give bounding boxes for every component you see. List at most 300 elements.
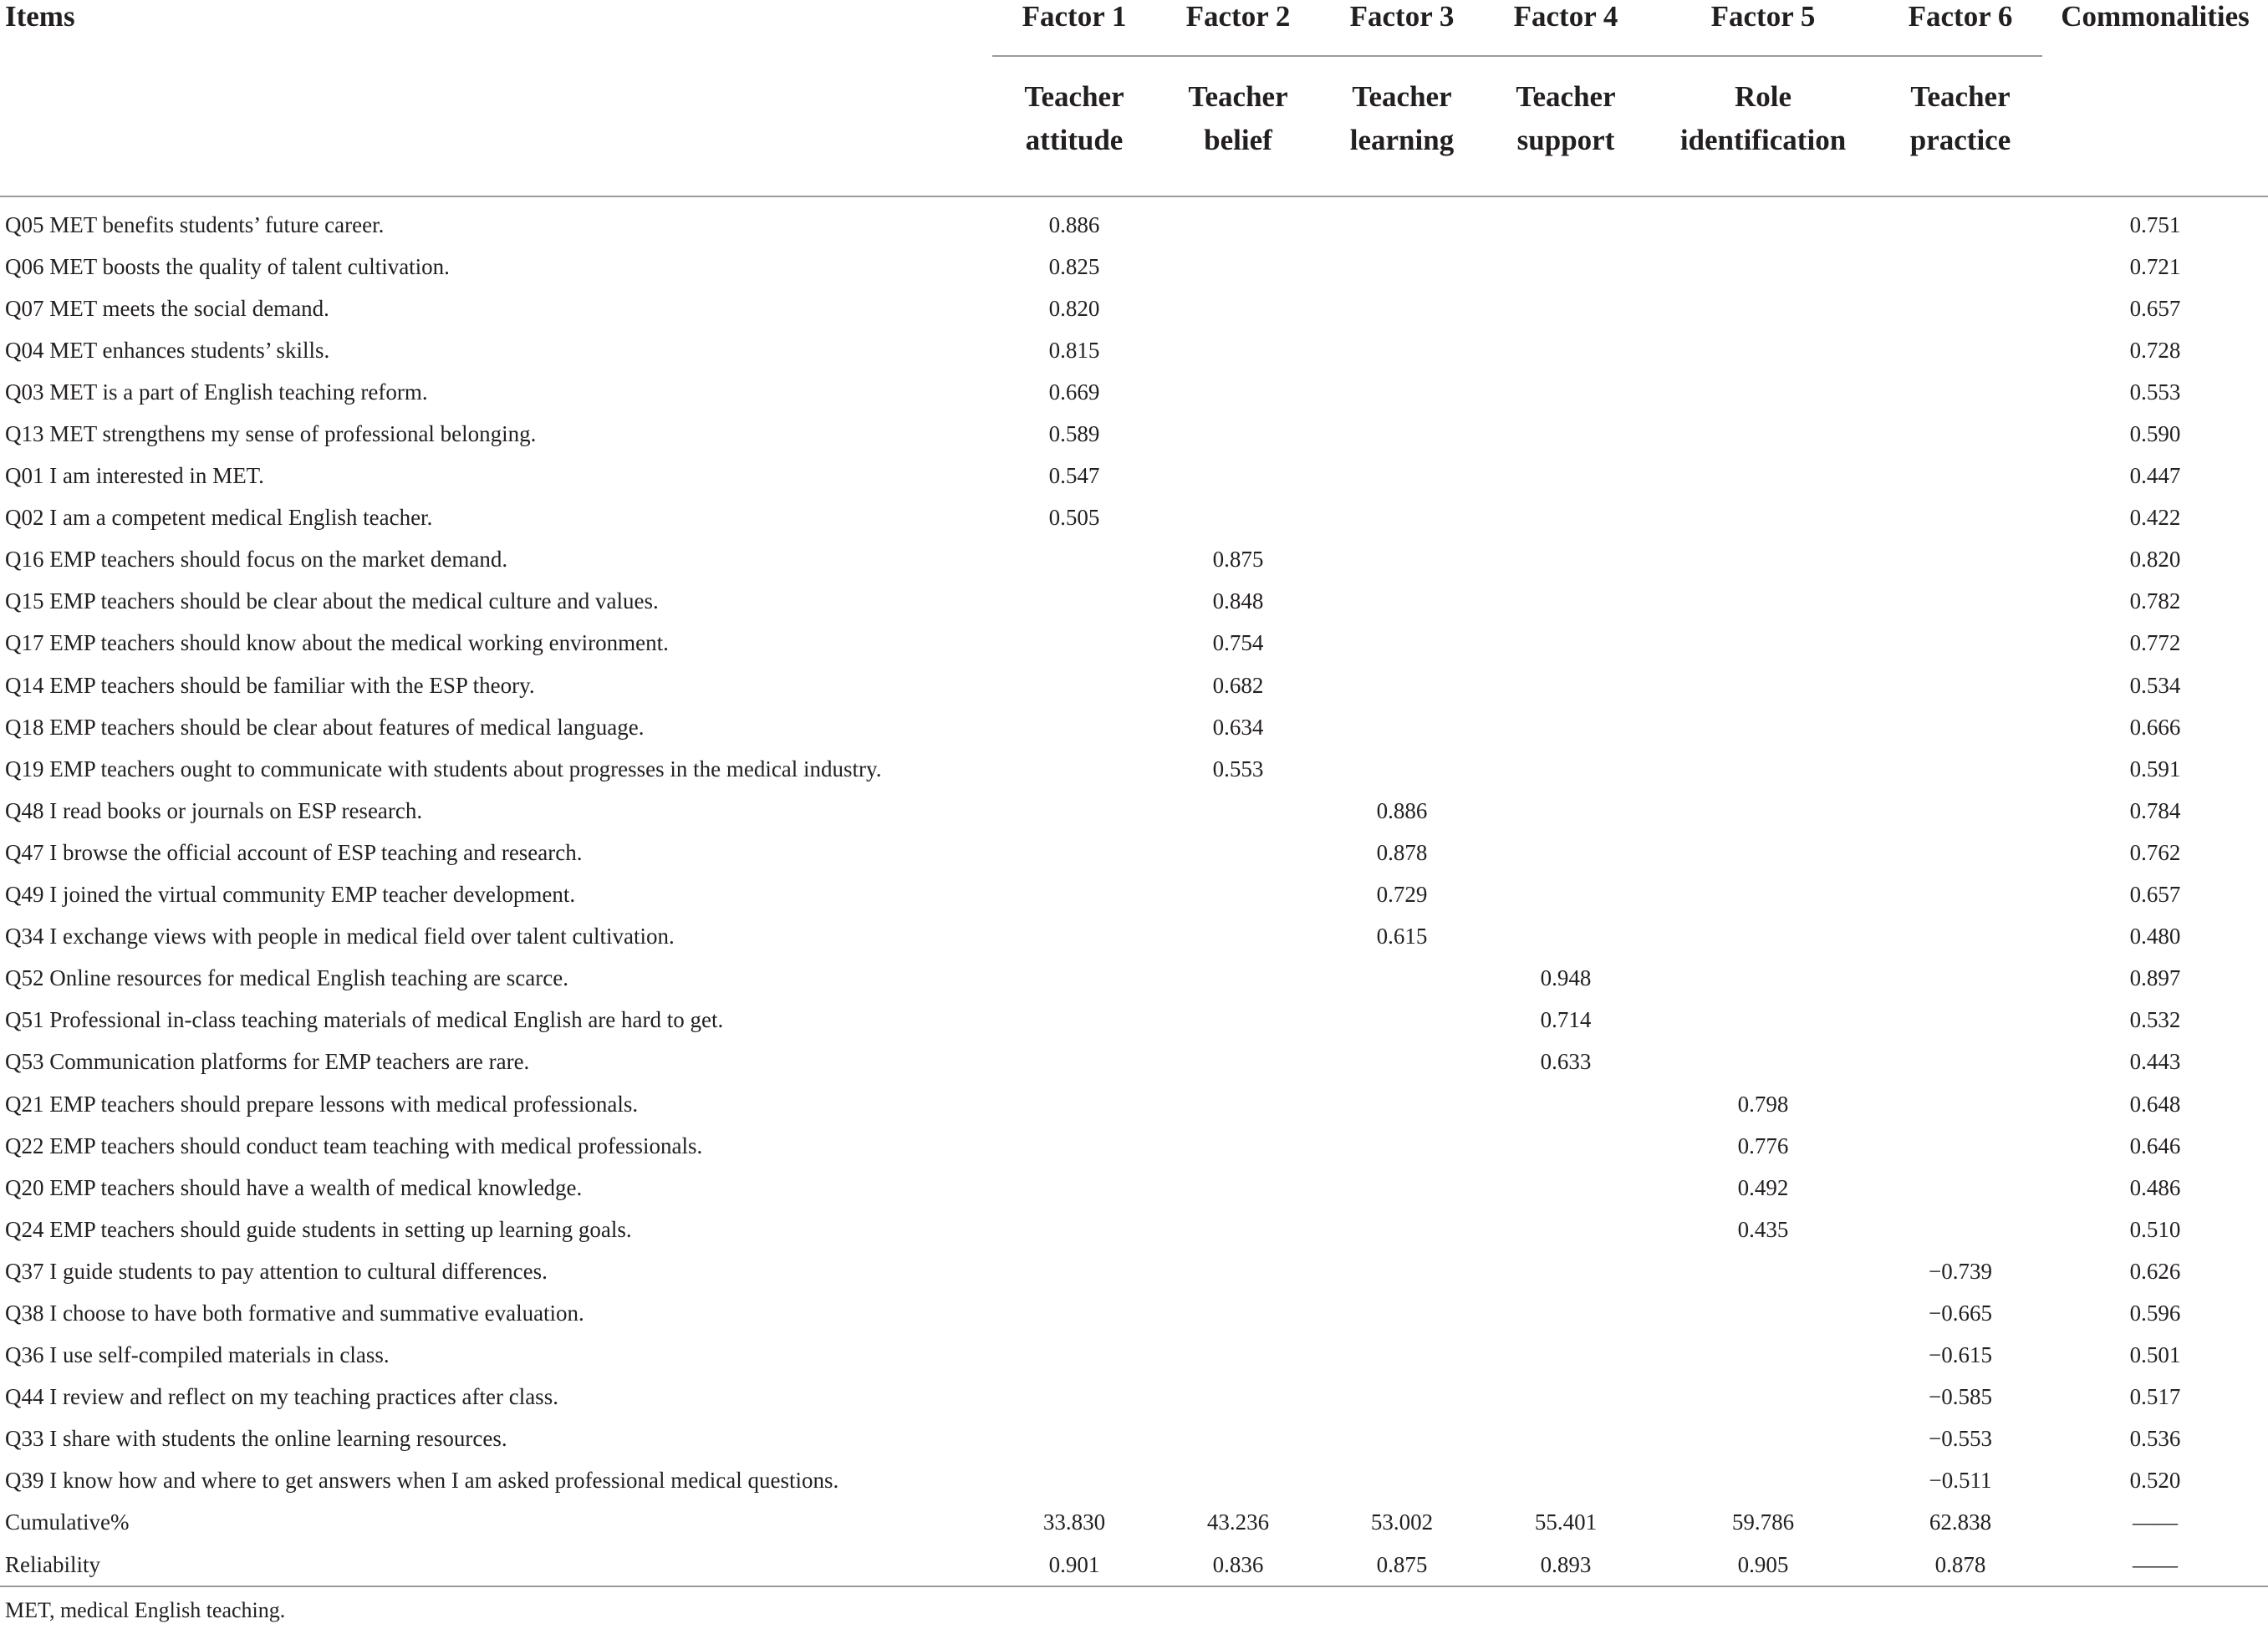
loading-factor-1 [992,1460,1156,1502]
loading-factor-2 [1156,1335,1320,1377]
header-factor-5: Factor 5 [1648,0,1878,56]
loading-factor-2: 0.836 [1156,1544,1320,1586]
loading-factor-6 [1878,581,2042,623]
table-row [0,623,2268,664]
loading-factor-4 [1484,1460,1648,1502]
header-factor-1: Factor 1 [992,0,1156,56]
row-item-label: Q19 EMP teachers ought to communicate with students about progresses in the medical industry. [5,756,882,781]
table-row [0,1544,2268,1586]
loading-factor-2 [1156,1250,1320,1292]
loading-factor-1 [992,1335,1156,1377]
table-row [0,958,2268,1000]
loading-factor-5 [1648,497,1878,539]
loading-factor-3: 0.615 [1376,924,1428,949]
loading-factor-2: 0.875 [1212,547,1264,573]
table-row [0,1209,2268,1250]
row-item-label: Q33 I share with students the online learning resources. [5,1426,507,1452]
row-item-label: Q01 I am interested in MET. [5,463,264,489]
loading-factor-6: −0.665 [1929,1300,1992,1326]
communality-value: 0.721 [2129,253,2181,279]
loading-factor-2 [1156,1209,1320,1250]
loading-factor-5 [1648,958,1878,1000]
loading-factor-3 [1320,1460,1484,1502]
loading-factor-4 [1484,916,1648,958]
row-item-label: Q03 MET is a part of English teaching reform. [5,379,428,405]
table-row [0,916,2268,958]
loading-factor-4: 0.633 [1540,1049,1592,1075]
loading-factor-3 [1320,1125,1484,1167]
table-row [0,371,2268,413]
loading-factor-2 [1156,1377,1320,1418]
table-row [0,246,2268,288]
row-item-label: Q21 EMP teachers should prepare lessons with medical professionals. [5,1091,639,1117]
loading-factor-3 [1320,581,1484,623]
loading-factor-5 [1648,1460,1878,1502]
factor-name-text: Teacher practice [1909,80,2011,156]
loading-factor-4 [1484,874,1648,916]
loading-factor-6 [1878,832,2042,873]
loading-factor-2: 43.236 [1206,1509,1270,1535]
loading-factor-3 [1320,623,1484,664]
loading-factor-2 [1156,246,1320,288]
loading-factor-6 [1878,196,2042,246]
communality-value: 0.648 [2129,1091,2181,1117]
loading-factor-5 [1648,413,1878,455]
loading-factor-2: 0.553 [1212,756,1264,781]
loading-factor-2: 0.682 [1212,672,1264,698]
communality-value: 0.443 [2129,1049,2181,1075]
loading-factor-2 [1156,413,1320,455]
communality-value: 0.784 [2129,797,2181,823]
loading-factor-3 [1320,748,1484,790]
loading-factor-1 [992,581,1156,623]
loading-factor-1 [992,1167,1156,1209]
loading-factor-4 [1484,1292,1648,1334]
loading-factor-4 [1484,1418,1648,1460]
table-row [0,581,2268,623]
table-row [0,539,2268,581]
loading-factor-6: −0.739 [1929,1258,1992,1284]
row-item-label: Q04 MET enhances students’ skills. [5,337,330,363]
table-row [0,329,2268,371]
loading-factor-5 [1648,196,1878,246]
communality-value: 0.782 [2129,588,2181,614]
communality-value: 0.501 [2129,1342,2181,1368]
loading-factor-2 [1156,1292,1320,1334]
row-item-label: Q51 Professional in-class teaching materials of medical English are hard to get. [5,1007,724,1033]
table-row [0,832,2268,873]
table-footnote: MET, medical English teaching. [5,1598,286,1622]
loading-factor-6 [1878,748,2042,790]
loading-factor-3 [1320,958,1484,1000]
loading-factor-4 [1484,371,1648,413]
row-item-label: Q22 EMP teachers should conduct team teaching with medical professionals. [5,1133,703,1158]
loading-factor-1: 0.815 [1048,337,1100,363]
loading-factor-6 [1878,539,2042,581]
loading-factor-5 [1648,916,1878,958]
loading-factor-1: 0.901 [992,1544,1156,1586]
loading-factor-5 [1648,1292,1878,1334]
loading-factor-4 [1484,329,1648,371]
loading-factor-1 [992,1418,1156,1460]
loading-factor-1 [992,1083,1156,1125]
loading-factor-1: 0.886 [1048,211,1100,237]
loading-factor-5: 0.492 [1737,1174,1789,1200]
row-item-label: Q18 EMP teachers should be clear about features of medical language. [5,714,645,740]
communality-value: 0.532 [2129,1007,2181,1033]
loading-factor-1 [992,916,1156,958]
loading-factor-6 [1878,1125,2042,1167]
loading-factor-1: 0.589 [1048,421,1100,447]
communality-value: 0.772 [2129,630,2181,656]
loading-factor-4 [1484,1377,1648,1418]
row-item-label: Q13 MET strengthens my sense of professional belonging. [5,421,537,447]
loading-factor-5 [1648,1335,1878,1377]
communality-value: 0.751 [2129,211,2181,237]
communality-value: 0.517 [2129,1384,2181,1410]
loading-factor-6 [1878,288,2042,329]
loading-factor-5 [1648,832,1878,873]
loading-factor-3 [1320,1209,1484,1250]
loading-factor-5: 0.798 [1737,1091,1789,1117]
loading-factor-3: 0.729 [1376,882,1428,908]
loading-factor-2 [1156,1418,1320,1460]
header-communalities-spacer [2042,56,2268,196]
row-item-label: Q37 I guide students to pay attention to cultural differences. [5,1258,548,1284]
header-factor-name-3 [1320,56,1484,196]
loading-factor-4 [1484,456,1648,497]
row-item-label: Q24 EMP teachers should guide students in setting up learning goals. [5,1216,632,1242]
loading-factor-4 [1484,246,1648,288]
communality-value: 0.657 [2129,882,2181,908]
table-row [0,1335,2268,1377]
loading-factor-6 [1878,1167,2042,1209]
loading-factor-1: 0.505 [1048,505,1100,531]
loading-factor-2 [1156,288,1320,329]
loading-factor-6 [1878,1000,2042,1041]
loading-factor-1: 0.547 [1048,463,1100,489]
table-row [0,288,2268,329]
loading-factor-5: 0.905 [1648,1544,1878,1586]
loading-factor-4: 55.401 [1534,1509,1598,1535]
factor-name-text: Teacher attitude [1024,80,1124,156]
row-item-label: Q07 MET meets the social demand. [5,295,329,321]
communality-value: 0.534 [2129,672,2181,698]
communality-value: 0.536 [2129,1426,2181,1452]
row-item-label: Q47 I browse the official account of ESP teaching and research. [5,839,583,865]
loading-factor-6 [1878,958,2042,1000]
header-factor-name-5 [1648,56,1878,196]
loading-factor-3 [1320,497,1484,539]
table-row [0,790,2268,832]
row-item-label: Q15 EMP teachers should be clear about the medical culture and values. [5,588,659,614]
table-row [0,1000,2268,1041]
loading-factor-4 [1484,790,1648,832]
loading-factor-1: 0.669 [1048,379,1100,405]
table-row [0,1083,2268,1125]
loading-factor-1: 33.830 [1042,1509,1106,1535]
communality-value: 0.591 [2129,756,2181,781]
loading-factor-3 [1320,706,1484,748]
header-items: Items [5,0,75,33]
row-item-label: Q48 I read books or journals on ESP research. [5,797,423,823]
loading-factor-5: 0.435 [1737,1216,1789,1242]
loading-factor-3 [1320,1167,1484,1209]
table-row [0,413,2268,455]
loading-factor-5 [1648,1000,1878,1041]
loading-factor-2 [1156,1167,1320,1209]
row-item-label: Q39 I know how and where to get answers when I am asked professional medical questions. [5,1468,839,1494]
row-item-label: Reliability [0,1544,992,1586]
communality-value: 0.510 [2129,1216,2181,1242]
row-item-label: Q14 EMP teachers should be familiar with the ESP theory. [5,672,535,698]
loading-factor-6: 62.838 [1929,1509,1992,1535]
row-item-label: Q36 I use self-compiled materials in class. [5,1342,390,1368]
loading-factor-6: −0.585 [1929,1384,1992,1410]
loading-factor-5 [1648,874,1878,916]
loading-factor-1 [992,1041,1156,1083]
loading-factor-6 [1878,1041,2042,1083]
loading-factor-1: 0.820 [1048,295,1100,321]
loading-factor-6 [1878,413,2042,455]
loading-factor-6 [1878,1083,2042,1125]
loading-factor-1 [992,1250,1156,1292]
loading-factor-3: 0.875 [1320,1544,1484,1586]
row-item-label: Q20 EMP teachers should have a wealth of medical knowledge. [5,1174,583,1200]
loading-factor-6: −0.511 [1929,1468,1992,1494]
table-body [0,196,2268,1586]
table-row [0,748,2268,790]
table-row [0,1167,2268,1209]
loading-factor-5 [1648,539,1878,581]
loading-factor-4 [1484,748,1648,790]
loading-factor-2: 0.848 [1212,588,1264,614]
loading-factor-4 [1484,288,1648,329]
loading-factor-6 [1878,623,2042,664]
row-item-label: Q44 I review and reflect on my teaching practices after class. [5,1384,558,1410]
loading-factor-3 [1320,1418,1484,1460]
communality-value: 0.520 [2129,1468,2181,1494]
loading-factor-4 [1484,1083,1648,1125]
loading-factor-3 [1320,329,1484,371]
loading-factor-5 [1648,1418,1878,1460]
row-item-label: Q05 MET benefits students’ future career. [5,211,385,237]
loading-factor-3 [1320,1000,1484,1041]
loading-factor-5 [1648,329,1878,371]
header-factor-name-4 [1484,56,1648,196]
loading-factor-6 [1878,497,2042,539]
loading-factor-1 [992,1377,1156,1418]
row-item-label: Q06 MET boosts the quality of talent cultivation. [5,253,450,279]
loading-factor-1 [992,1125,1156,1167]
row-item-label: Q17 EMP teachers should know about the medical working environment. [5,630,669,656]
loading-factor-6 [1878,916,2042,958]
loading-factor-2: 0.634 [1212,714,1264,740]
header-items-spacer [0,56,992,196]
communality-value: 0.897 [2129,965,2181,991]
loading-factor-2 [1156,958,1320,1000]
loading-factor-2 [1156,456,1320,497]
loading-factor-3 [1320,539,1484,581]
loading-factor-2 [1156,1041,1320,1083]
loading-factor-4 [1484,1250,1648,1292]
loading-factor-3 [1320,288,1484,329]
loading-factor-3: 53.002 [1370,1509,1434,1535]
row-item-label: Q53 Communication platforms for EMP teachers are rare. [5,1049,530,1075]
communality-value: 0.820 [2129,547,2181,573]
loading-factor-6 [1878,329,2042,371]
loading-factor-2 [1156,497,1320,539]
communality-value: 0.728 [2129,337,2181,363]
communality-value: 0.422 [2129,505,2181,531]
header-factor-4: Factor 4 [1484,0,1648,56]
loading-factor-5 [1648,1377,1878,1418]
loading-factor-4 [1484,1209,1648,1250]
row-item-label: Q16 EMP teachers should focus on the market demand. [5,547,508,573]
loading-factor-2 [1156,1125,1320,1167]
header-communalities: Commonalities [2061,0,2250,33]
loading-factor-4 [1484,581,1648,623]
loading-factor-2 [1156,832,1320,873]
table-row [0,664,2268,706]
communality-value: 0.596 [2129,1300,2181,1326]
loading-factor-1 [992,623,1156,664]
loading-factor-5: 59.786 [1731,1509,1795,1535]
row-item-label: Q49 I joined the virtual community EMP teacher development. [5,882,576,908]
header-factor-name-2 [1156,56,1320,196]
loading-factor-5 [1648,1250,1878,1292]
loading-factor-6 [1878,246,2042,288]
header-factor-3: Factor 3 [1320,0,1484,56]
loading-factor-2 [1156,196,1320,246]
loading-factor-2 [1156,916,1320,958]
loading-factor-2 [1156,1460,1320,1502]
table-row [0,874,2268,916]
loading-factor-4 [1484,1125,1648,1167]
loading-factor-3 [1320,246,1484,288]
loading-factor-6: 0.878 [1878,1544,2042,1586]
table-row [0,1418,2268,1460]
communality-value: 0.486 [2129,1174,2181,1200]
factor-name-text: Teacher belief [1188,80,1288,156]
loading-factor-6 [1878,790,2042,832]
loading-factor-2: 0.754 [1212,630,1264,656]
loading-factor-1 [992,874,1156,916]
row-item-label: Q38 I choose to have both formative and summative evaluation. [5,1300,584,1326]
table-row [0,1125,2268,1167]
loading-factor-6 [1878,371,2042,413]
loading-factor-1 [992,706,1156,748]
row-item-label: Q52 Online resources for medical English teaching are scarce. [5,965,568,991]
loading-factor-3 [1320,413,1484,455]
loading-factor-5 [1648,706,1878,748]
table-row [0,1250,2268,1292]
communality-value: 0.657 [2129,295,2181,321]
table-row [0,1460,2268,1502]
loading-factor-4: 0.948 [1540,965,1592,991]
communality-value: 0.666 [2129,714,2181,740]
loading-factor-6: −0.615 [1929,1342,1992,1368]
loading-factor-5 [1648,664,1878,706]
row-item-label: Q02 I am a competent medical English teacher. [5,505,433,531]
header-factor-name-6 [1878,56,2042,196]
communality-value: 0.646 [2129,1133,2181,1158]
loading-factor-5 [1648,581,1878,623]
factor-name-text: Role identification [1679,80,1847,156]
loading-factor-2 [1156,371,1320,413]
loading-factor-3 [1320,456,1484,497]
loading-factor-4 [1484,413,1648,455]
row-item-label: Q34 I exchange views with people in medical field over talent cultivation. [5,924,675,949]
loading-factor-4 [1484,832,1648,873]
loading-factor-1 [992,1292,1156,1334]
loading-factor-1 [992,790,1156,832]
loading-factor-1 [992,539,1156,581]
loading-factor-5 [1648,456,1878,497]
loading-factor-1: 0.825 [1048,253,1100,279]
loading-factor-6 [1878,664,2042,706]
loading-factor-1 [992,1000,1156,1041]
factor-name-text: Teacher support [1516,80,1616,156]
header-factor-name-1 [992,56,1156,196]
loading-factor-2 [1156,790,1320,832]
table-row [0,1292,2268,1334]
communality-value: 0.480 [2129,924,2181,949]
loading-factor-1 [992,664,1156,706]
header-factor-6: Factor 6 [1878,0,2042,56]
loading-factor-4 [1484,539,1648,581]
loading-factor-5 [1648,246,1878,288]
loading-factor-3 [1320,1377,1484,1418]
table-row [0,456,2268,497]
loading-factor-6 [1878,456,2042,497]
loading-factor-6 [1878,1209,2042,1250]
loading-factor-3 [1320,1083,1484,1125]
loading-factor-3: 0.878 [1376,839,1428,865]
loading-factor-4: 0.893 [1484,1544,1648,1586]
loading-factor-4: 0.714 [1540,1007,1592,1033]
loading-factor-4 [1484,1335,1648,1377]
loading-factor-2 [1156,1083,1320,1125]
loading-factor-3 [1320,1250,1484,1292]
row-item-label: Cumulative% [5,1509,130,1535]
loading-factor-5 [1648,623,1878,664]
table-row [0,1377,2268,1418]
communality-value: 0.447 [2129,463,2181,489]
loading-factor-3: 0.886 [1376,797,1428,823]
loading-factor-6 [1878,706,2042,748]
loading-factor-5 [1648,748,1878,790]
loading-factor-3 [1320,1292,1484,1334]
communality-value: 0.553 [2129,379,2181,405]
loading-factor-4 [1484,664,1648,706]
table-row [0,497,2268,539]
loading-factor-3 [1320,1041,1484,1083]
communality-value: —— [2133,1509,2178,1535]
loading-factor-3 [1320,196,1484,246]
loading-factor-4 [1484,623,1648,664]
loading-factor-1 [992,832,1156,873]
loading-factor-4 [1484,1167,1648,1209]
loading-factor-6 [1878,874,2042,916]
table-row [0,1041,2268,1083]
table-row [0,1502,2268,1544]
factor-name-text: Teacher learning [1349,80,1455,156]
communality-value: 0.762 [2129,839,2181,865]
table-row [0,196,2268,246]
loading-factor-1 [992,748,1156,790]
loading-factor-2 [1156,874,1320,916]
